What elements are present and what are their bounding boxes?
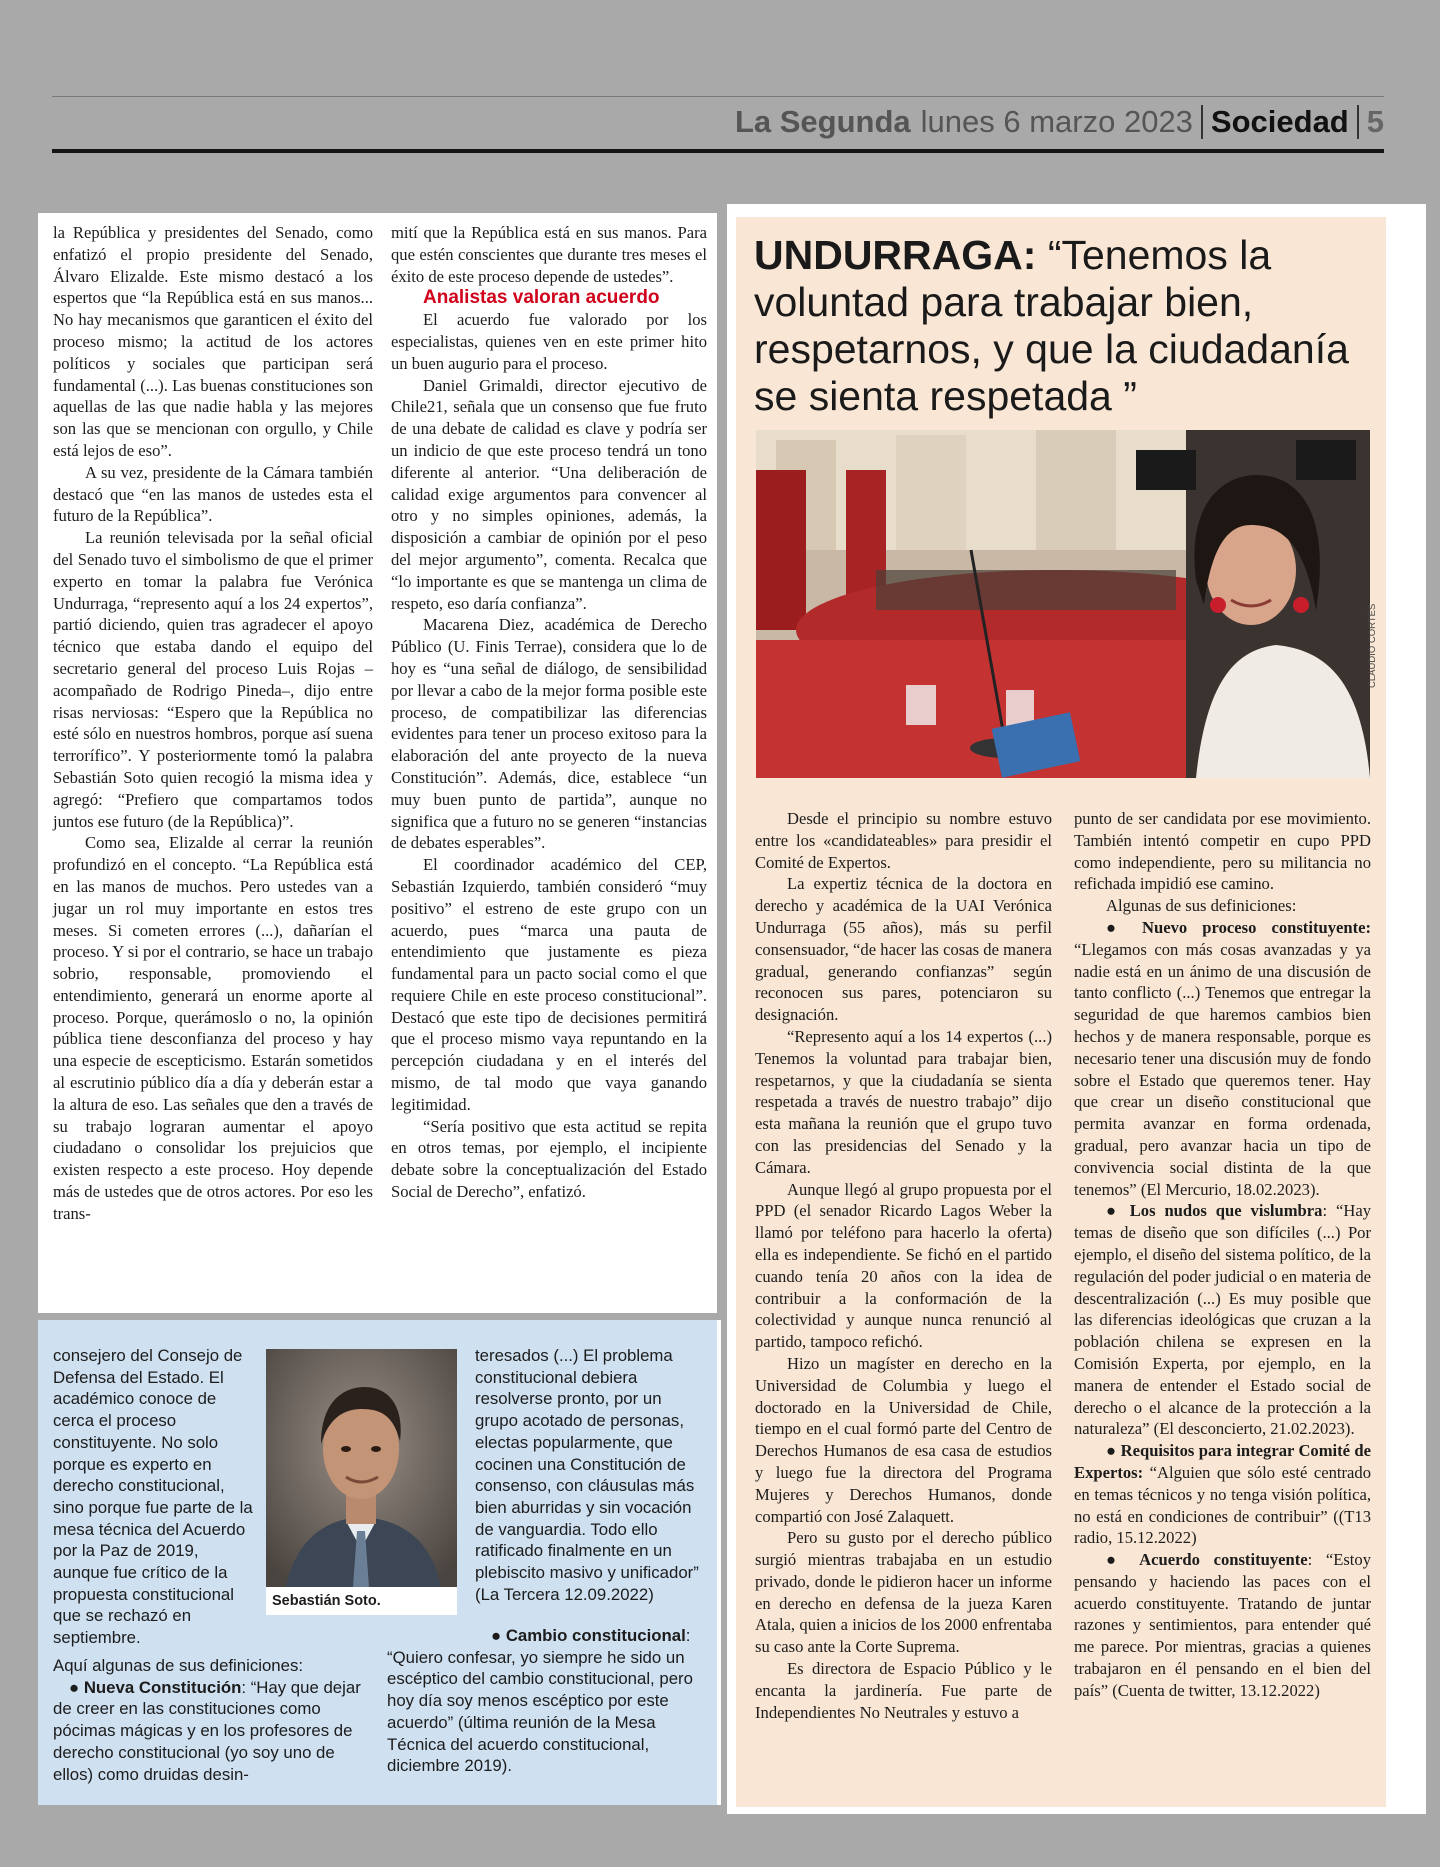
soto-text-column-1-lower [53,1655,371,1785]
soto-photo-caption: Sebastián Soto. [266,1587,457,1615]
page-header [735,100,1384,144]
bullet-paragraph [1074,1549,1371,1702]
bullet-text: “Llegamos con más cosas avanzadas y ya nadie está en un ánimo de una discusión de tanto conflicto (...) Tenemos que entregar la seguridad de que haremos cambios bien hechos y de manera responsable, porque es necesario tener una discusión muy de fondo sobre el Estado que queremos tener. Hay que crear un diseño constitucional que permita avanzar en forma ordenada, gradual, pero avanzar hacia un tipo de convivencia social distinta de la que tenemos” (El Mercurio, 18.02.2023). [1074,939,1371,1199]
left-article-column-1 [53,222,373,1225]
bullet-icon: ● [1106,1201,1130,1221]
paragraph: la República y presidentes del Senado, como enfatizó el propio presidente del Senado, Álvaro Elizalde. Este mismo destacó a los espertos que “la República está en sus manos... No hay mecanismos que garanticen el éxito del proceso mismo; la actitud de los actores políticos y sociales que participan será fundamental (...). Las buenas constituciones son aquellas de las que nadie habla y las mejores son las que se mencionan con orgullo, y Chile está lejos de eso”. [53,223,373,460]
header-top-rule [52,96,1384,97]
paragraph: La expertiz técnica de la doctora en derecho y académica de la UAI Verónica Undurraga (55 años), más su perfil consensuador, “de hacer las cosas de manera gradual, generando confianzas” según reconocen sus pares, potenciaron su designación. [755,874,1052,1025]
right-article-headline [754,232,1374,420]
bullet-paragraph [1074,917,1371,1200]
bullet-paragraph [1074,1440,1371,1549]
bullet-icon: ● [1106,1550,1140,1570]
bullet-paragraph [1074,1200,1371,1440]
paragraph: El acuerdo fue valorado por los especialistas, quienes ven en este primer hito un buen augurio para el proceso. [391,310,707,373]
paragraph: “Represento aquí a los 14 expertos (...) Tenemos la voluntad para trabajar bien, respetarnos, y que la ciudadanía se sienta respetada a través de nuestro trabajo” dijo esta mañana la reunión que el grupo tuvo con las presidencias del Senado y la Cámara. [755,1026,1052,1177]
soto-text-column-2-lower [387,1625,707,1777]
bullet-text: : “Estoy pensando y haciendo las paces con el acuerdo constituyente. Tratando de juntar razones y sentimientos, para entender qué me parece. Por mientras, gracias a quienes trabajaron en él pensando en el bien del país” (Cuenta de twitter, 13.12.2022) [1074,1550,1372,1700]
left-article-column-2 [391,222,707,1203]
right-article-column-1 [755,808,1052,1723]
bullet-label: Acuerdo constituyente [1139,1550,1308,1570]
portrait-image [266,1349,457,1587]
paragraph: El coordinador académico del CEP, Sebastián Izquierdo, también consideró “muy positivo” el estreno de este grupo con un acuerdo, pues “marca una pauta de entendimiento que justamente es pieza fundamental para un pacto social como el que requiere Chile en este proceso constitucional”. Destacó que este tipo de decisiones permitirá que el proceso mismo vaya repuntando en la percepción ciudadana y en el interés del mismo, de tal modo que vaya ganando legitimidad. [391,855,707,1114]
paragraph: teresados (...) El problema constitucional debiera resolverse pronto, por un grupo acotado de personas, electas popularmente, que cocinen una Constitución de consenso, con cláusulas más bien aburridas y sin vocación de vanguardia. Todo ello ratificado finalmente en un plebiscito masivo y unificador” (La Tercera 12.09.2022) [475,1346,699,1604]
bullet-text: : “Hay temas de diseño que son difíciles (...) Por ejemplo, el diseño del sistema político, de la regulación del poder judicial o en materia de descentralización (...) Es muy posible que las diferencias ideológicas que cruzan a la población chilena se expresen en la Comisión Experta, por ejemplo, en la manera de entender el Estado social de derecho o el alcance de la protección a la naturaleza” (El desconcierto, 21.02.2023). [1074,1201,1371,1439]
paragraph: Es directora de Espacio Público y le encanta la jardinería. Fue parte de Independientes No Neutrales y estuvo a [755,1659,1052,1722]
soto-text-column-2 [475,1345,707,1605]
right-article-column-2 [1074,808,1371,1702]
paragraph: mití que la República está en sus manos. Para que estén conscientes que durante tres meses el éxito de este proceso depende de ustedes”. [391,223,707,286]
bullet-paragraph [53,1677,371,1786]
newspaper-name: La Segunda [734,104,911,139]
bullet-icon: ● [491,1626,506,1645]
bullet-text: “Alguien que sólo esté centrado en temas técnicos y no tenga visión política, no está en condiciones de contribuir” ((T13 radio, 15.12.2022) [1074,1462,1371,1548]
bullet-label: Cambio constitucional [505,1626,686,1645]
header-bottom-rule [52,149,1384,153]
paragraph: Daniel Grimaldi, director ejecutivo de Chile21, señala que un consenso que fue fruto de una debate de calidad es clave y podría ser un indicio de que este proceso tendrá un tono diferente al anterior. “Una deliberación de calidad exige argumentos para convencer al otro y no simples opiniones, además, la disposición a cambiar de opinión por el peso del mejor argumento”, comenta. Recalca que “lo importante es que se mantenga un clima de respeto, eso daría confianza”. [391,375,707,613]
bullet-label: Los nudos que vislumbra [1129,1201,1323,1221]
paragraph: A su vez, presidente de la Cámara también destacó que “en las manos de ustedes esta el futuro de la República”. [53,462,373,526]
bullet-icon: ● [1106,1441,1121,1461]
box-edge [717,1320,721,1805]
headline-quote: “Tenemos la voluntad para trabajar bien, respetarnos, y que la ciudadanía se sienta respetada ” [754,232,1349,419]
paragraph: Como sea, Elizalde al cerrar la reunión profundizó en el concepto. “La República está en las manos de muchos. Pero ustedes van a jugar un rol muy importante en estos tres meses. Si cometen errores (...), dañarían el proceso. Y si por el contrario, se hace un trabajo sobrio, responsable, promoviendo el entendimiento, generará un enorme aporte al proceso. Porque, querámoslo o no, la opinión pública tiene desconfianza del proceso y hay una especie de escepticismo. Estarán sometidos al escrutinio público día a día y deberán estar a la altura de eso. Las señales que den a través de su trabajo lograran aumentar el apoyo ciudadano o consolidar los prejuicios que existen respecto a este proceso. Hoy depende más de ustedes que de otros actores. Por eso les trans- [53,833,373,1223]
paragraph: Aquí algunas de sus definiciones: [53,1656,304,1675]
issue-date: lunes 6 marzo 2023 [920,104,1193,139]
bullet-paragraph [387,1625,707,1777]
paragraph: consejero del Consejo de Defensa del Estado. El académico conoce de cerca el proceso constituyente. No solo porque es experto en derecho constitucional, sino porque fue parte de la mesa técnica del Acuerdo por la Paz de 2019, aunque fue crítico de la propuesta constitucional que se rechazó en septiembre. [53,1346,253,1648]
bullet-label: Nuevo proceso constituyente: [1142,917,1372,937]
paragraph: Desde el principio su nombre estuvo entre los «candidateables» para presidir el Comité de Expertos. [755,809,1052,872]
soto-text-column-1 [53,1345,253,1649]
paragraph: Aunque llegó al grupo propuesta por el PPD (el senador Ricardo Lagos Weber la llamó por teléfono para hacerlo la oferta) ella es independiente. Se fichó en el partido cuando tenía 20 años con la idea de contribuir a la conformación de la colectividad y aunque nunca renunció al partido, tampoco refichó. [755,1179,1052,1352]
meeting-photo [756,430,1370,778]
bullet-text: : “Hay que dejar de creer en las constituciones como pócimas mágicas y en los profesores de derecho constitucional (yo soy uno de ellos) como druidas desin- [53,1677,361,1784]
section-name: Sociedad [1210,104,1349,139]
bullet-icon: ● [69,1677,84,1697]
bullet-label: Requisitos para integrar Comité de Expertos: [1074,1441,1372,1482]
page-number: 5 [1366,104,1384,139]
paragraph: Hizo un magíster en derecho en la Universidad de Columbia y luego el doctorado en la Universidad de Chile, tiempo en el cual formó parte del Centro de Derechos Humanos de esa casa de estudios y luego fue la directora del Programa Mujeres y Derechos Humanos, donde compartió con José Zalaquett. [755,1353,1052,1526]
subheading: Analistas valoran acuerdo [423,287,660,309]
paragraph: La reunión televisada por la señal oficial del Senado tuvo el simbolismo de que el primer experto en tomar la palabra fue Verónica Undurraga, “represento aquí a los 24 expertos”, partió diciendo, quien tras agradecer el apoyo técnico que estaba dando el equipo del secretario general del proceso Luis Rojas –acompañado de Rodrigo Pineda–, dijo entre risas nerviosas: “Espero que la República no esté sólo en nuestros hombros, porque así suena terrorífico”. Y posteriormente tomó la palabra Sebastián Soto quien recogió la misma idea y agregó: “Prefiero que compartamos todos juntos ese futuro (de la República)”. [53,528,373,831]
paragraph: Pero su gusto por el derecho público surgió mientras trabajaba en un estudio privado, donde le pidieron hacer un informe en derecho en defensa de la jueza Karen Atala, quien a inicios de los 2000 enfrentaba su caso ante la Corte Suprema. [755,1528,1052,1657]
paragraph: Algunas de sus definiciones: [1106,896,1297,916]
paragraph: punto de ser candidata por ese movimiento. También intentó competir en cupo PPD como independiente, pero su militancia no refichada impidió ese camino. [1074,809,1371,894]
headline-name: UNDURRAGA: [754,232,1037,278]
soto-portrait [266,1349,457,1585]
bullet-label: Nueva Constitución [83,1677,242,1697]
bullet-text: : “Quiero confesar, yo siempre he sido un escéptico del cambio constitucional, pero hoy día soy menos escéptico por este acuerdo” (última reunión de la Mesa Técnica del acuerdo constitucional, diciembre 2019). [387,1626,693,1776]
paragraph: “Sería positivo que esta actitud se repita en otros temas, por ejemplo, el incipiente debate sobre la conceptualización del Estado Social de Derecho”, enfatizó. [391,1116,707,1202]
bullet-icon: ● [1106,917,1143,937]
photo-credit: CLAUDIO CORTÉS [1367,603,1378,688]
header-separator [1201,105,1203,139]
paragraph: Macarena Diez, académica de Derecho Público (U. Finis Terrae), considera que lo de hoy es “una señal de diálogo, de sensibilidad por llevar a cabo de la mejor forma posible este proceso, de compatibilizar las diferencias evidentes para tener un proceso exitoso para la elaboración del ante proyecto de la nueva Constitución”. Además, dice, establece “un muy buen punto de partida”, aunque no significa que a futuro no se generen “instancias de debates esperables”. [391,615,707,853]
header-separator [1357,105,1359,139]
